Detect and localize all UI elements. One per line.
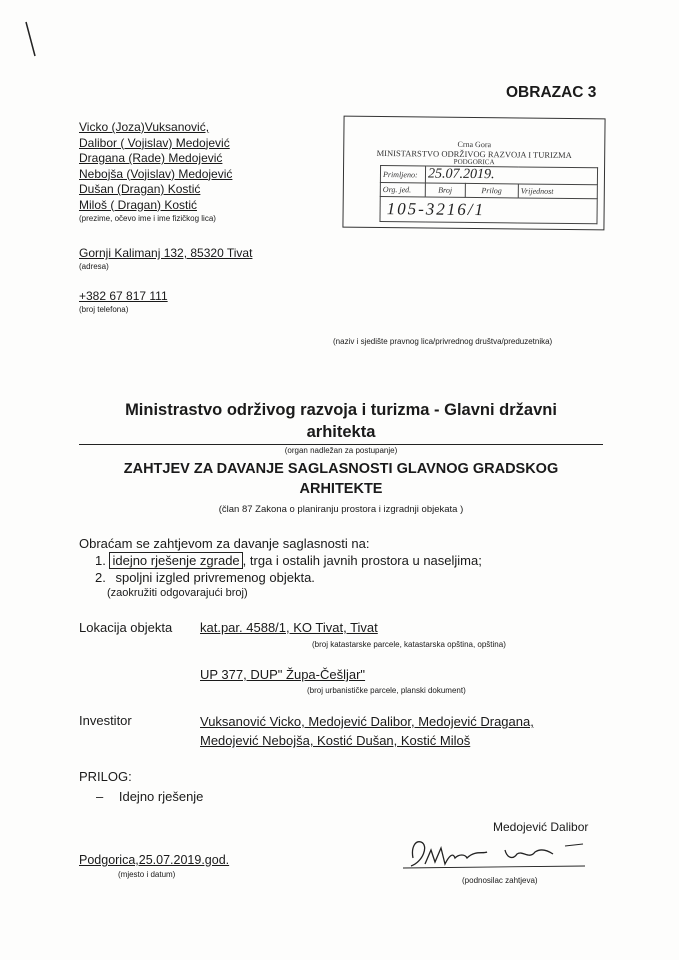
option-1-rest: , trga i ostalih javnih prostora u naseljima; (242, 553, 482, 568)
attachment-item (96, 789, 203, 804)
location-up: UP 377, DUP" Župa-Češljar" (200, 667, 366, 682)
legal-entity-caption: (naziv i sjedište pravnog lica/privrednog društva/preduzetnika) (333, 337, 553, 346)
stamp-reg-number: 105-3216/1 (380, 197, 597, 224)
authority-caption: (organ nadležan za postupanje) (284, 446, 398, 455)
option-1 (95, 553, 482, 568)
investor-label: Investitor (79, 713, 132, 728)
stamp-received-label: Primljeno: (380, 166, 425, 183)
location-label: Lokacija objekta (79, 620, 173, 635)
address-value: Gornji Kalimanj 132, 85320 Tivat (79, 246, 253, 260)
location-parcel: kat.par. 4588/1, KO Tivat, Tivat (200, 620, 378, 635)
stamp-ministry: MINISTARSTVO ODRŽIVOG RAZVOJA I TURIZMA (376, 147, 572, 161)
request-title-line1: ZAHTJEV ZA DAVANJE SAGLASNOSTI GLAVNOG GRADSKOG (123, 461, 559, 477)
stamp-country: Crna Gora (457, 139, 492, 150)
option-1-number: 1. (95, 553, 106, 568)
stamp-col-vrijednost: Vrijednost (518, 184, 597, 199)
option-1-boxed: idejno rješenje zgrade (109, 552, 242, 569)
applicant-line: Dušan (Dragan) Kostić (79, 182, 201, 196)
applicants-block (79, 120, 232, 224)
attachment-label: PRILOG: (79, 769, 132, 784)
registry-stamp (342, 116, 605, 231)
applicant-line: Nebojša (Vojislav) Medojević (79, 166, 233, 181)
request-title (79, 459, 603, 499)
applicant-line: Miloš ( Dragan) Kostić (79, 197, 198, 212)
attachment-text: Idejno rješenje (118, 789, 204, 804)
place-date-caption: (mjesto i datum) (118, 870, 176, 879)
attachment-dash: – (96, 789, 104, 804)
investor-line1: Vuksanović Vicko, Medojević Dalibor, Medojević Dragana, (200, 714, 534, 729)
pen-mark (10, 20, 40, 60)
applicant-line: Vicko (Joza)Vuksanović, (79, 120, 210, 134)
signer-caption: (podnosilac zahtjeva) (462, 876, 538, 885)
option-2 (95, 570, 315, 585)
stamp-city: PODGORICA (453, 157, 495, 167)
applicant-line: Dalibor ( Vojislav) Medojević (79, 135, 230, 150)
investor-line2: Medojević Nebojša, Kostić Dušan, Kostić Miloš (200, 733, 471, 748)
form-label: OBRAZAC 3 (506, 84, 597, 101)
location-up-caption: (broj urbanističke parcele, planski dokument) (307, 686, 466, 695)
handwritten-signature (395, 828, 595, 878)
stamp-col-broj: Broj (425, 183, 465, 197)
legal-basis: (član 87 Zakona o planiranju prostora i izgradnji objekata ) (218, 504, 464, 515)
circle-note: (zaokružiti odgovarajući broj) (107, 587, 248, 599)
authority-title (79, 399, 603, 443)
option-2-text: spoljni izgled privremenog objekta. (115, 570, 315, 585)
stamp-received-value: 25.07.2019. (425, 166, 597, 185)
authority-rule (79, 444, 603, 445)
phone-value: +382 67 817 111 (79, 289, 168, 303)
authority-line2: arhitekta (306, 423, 376, 441)
stamp-col-prilog: Prilog (465, 183, 518, 198)
request-title-line2: ARHITEKTE (299, 481, 383, 497)
place-date: Podgorica,25.07.2019.god. (79, 853, 230, 867)
applicants-caption: (prezime, očevo ime i ime fizičkog lica) (79, 214, 216, 223)
location-parcel-caption: (broj katastarske parcele, katastarska opština, opština) (312, 640, 506, 649)
authority-line1: Ministrastvo održivog razvoja i turizma - Glavni državni (125, 401, 557, 419)
address-caption: (adresa) (79, 262, 109, 271)
applicant-line: Dragana (Rade) Medojević (79, 151, 223, 165)
option-2-number: 2. (95, 570, 106, 585)
phone-caption: (broj telefona) (79, 305, 129, 314)
stamp-col-org: Org. jed. (380, 183, 425, 197)
stamp-table (379, 165, 598, 224)
signer-name: Medojević Dalibor (493, 820, 589, 834)
request-intro: Obraćam se zahtjevom za davanje saglasnosti na: (79, 536, 370, 551)
